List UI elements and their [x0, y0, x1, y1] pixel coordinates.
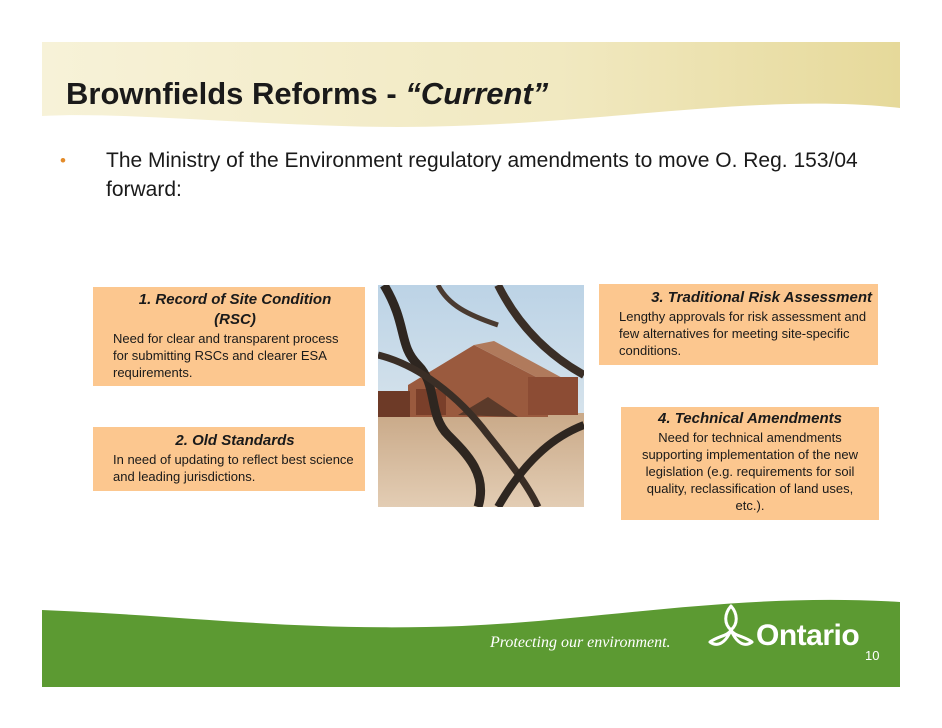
- standards-body: In need of updating to reflect best science and leading jurisdictions.: [113, 452, 354, 484]
- risk-assessment-box: [599, 284, 878, 365]
- rsc-body: Need for clear and transparent process for submitting RSCs and clearer ESA requirements.: [113, 331, 339, 380]
- footer-tagline: Protecting our environment.: [490, 634, 671, 651]
- ontario-logo-text: Ontario: [756, 619, 860, 652]
- bullet-marker: •: [60, 151, 66, 170]
- technical-body: Need for technical amendments supporting implementation of the new legislation (e.g. requirements for soil quality, reclassification of land uses, etc.).: [641, 430, 859, 513]
- standards-box: [93, 427, 365, 491]
- risk-heading: 3. Traditional Risk Assessment: [651, 289, 872, 306]
- title-main: Brownfields Reforms -: [66, 76, 406, 111]
- rsc-box: [93, 287, 365, 386]
- standards-heading: 2. Old Standards: [175, 432, 295, 449]
- rsc-heading-line2: (RSC): [214, 311, 256, 328]
- title-italic: “Current”: [405, 76, 549, 111]
- technical-amendments-box: [621, 407, 879, 520]
- trillium-logo-icon: [704, 602, 758, 654]
- page-title: [66, 76, 548, 112]
- technical-heading: 4. Technical Amendments: [658, 410, 842, 427]
- page-number: 10: [865, 648, 880, 663]
- bullet-text: The Ministry of the Environment regulatory amendments to move O. Reg. 153/04 forward:: [106, 149, 858, 201]
- slide: [42, 42, 900, 687]
- brownfield-photo: [378, 285, 584, 507]
- risk-body: Lengthy approvals for risk assessment and few alternatives for meeting site-specific conditions.: [619, 309, 867, 358]
- rsc-heading-line1: 1. Record of Site Condition: [138, 291, 332, 308]
